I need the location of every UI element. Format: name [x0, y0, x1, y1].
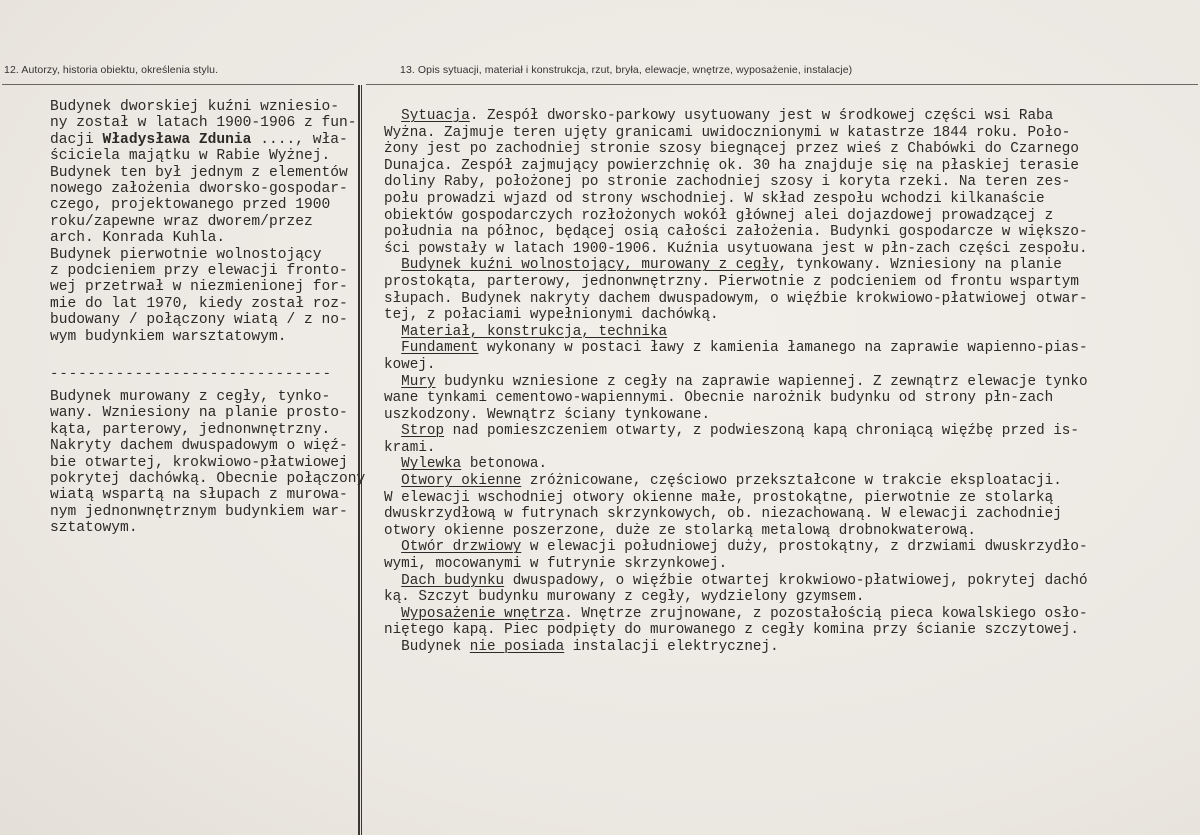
text-line: Budynek pierwotnie wolnostojący [50, 246, 322, 263]
text-line: wany. Wzniesiony na planie prosto- [50, 405, 348, 422]
heading-term: Dach budynku [401, 572, 505, 589]
text-line: Wyżna. Zajmuje teren ujęty granicami uwidocznionymi w katastrze 1844 roku. Poło- [384, 124, 1071, 141]
text-line: otwory okienne poszerzone, duże ze stolarką metalową drobnokwaterową. [384, 522, 976, 539]
founder-name: Władysława Zdunia [102, 131, 252, 148]
text-line: Strop nad pomieszczeniem otwarty, z podwieszoną kapą chroniącą więźbę przed is- [401, 423, 1079, 440]
text-line: nym jednonwnętrznym budynkiem war- [50, 503, 348, 520]
text-line: kowej. [384, 356, 436, 373]
text-line: nowego założenia dworsko-gospodar- [50, 181, 348, 198]
text-line: Budynek ten był jednym z elementów [50, 164, 348, 181]
text-line: słupach. Budynek nakryty dachem dwuspadowym, o więźbie krokwiowo-płatwiowej otwar- [384, 290, 1088, 307]
text-line: tej, z połaciami wypełnionymi dachówką. [384, 307, 719, 324]
text-line: Otwór drzwiowy w elewacji południowej duży, prostokątny, z drzwiami dwuskrzydło- [401, 539, 1088, 556]
text-line: kąta, parterowy, jednonwnętrzny. [50, 421, 331, 438]
section-12-header: 12. Autorzy, historia obiektu, określenia stylu. [4, 64, 219, 76]
heading-term: Strop [401, 423, 445, 440]
text-line: czego, projektowanego przed 1900 [50, 197, 331, 214]
text-line [384, 324, 1088, 341]
header-rule-right [366, 84, 1198, 85]
heading-term: Otwór drzwiowy [401, 539, 522, 556]
text-line: wymi, mocowanymi w futrynie skrzynkowej. [384, 556, 728, 573]
text-line: wiatą wspartą na słupach z murowa- [50, 487, 348, 504]
text-line: Budynek murowany z cegły, tynko- [50, 389, 331, 405]
text-line: krami. [384, 439, 436, 456]
heading-term: Sytuacja [401, 108, 470, 124]
heading-term: Budynek kuźni wolnostojący, murowany z cegły [401, 257, 779, 274]
heading-term: Wylewka [401, 456, 462, 473]
heading-term: nie posiada [469, 639, 565, 655]
section-13-header: 13. Opis sytuacji, materiał i konstrukcja, rzut, bryła, elewacje, wnętrze, wyposażenie, instalacje) [400, 64, 853, 76]
text-line: Wyposażenie wnętrza. Wnętrze zrujnowane, z pozostałością pieca kowalskiego osło- [401, 605, 1088, 622]
dashed-separator: ------------------------------ [50, 366, 333, 382]
text-line: Mury budynku wzniesione z cegły na zaprawie wapiennej. Z zewnątrz elewacje tynko [401, 373, 1088, 390]
heading-term: Wyposażenie wnętrza [401, 605, 565, 622]
text-line: dwuskrzydłową w futrynach skrzynkowych, ob. niezachowaną. W elewacji zachodniej [384, 506, 1062, 523]
detailed-description-text [384, 108, 1088, 656]
text-line: pokrytej dachówką. Obecnie połączony [50, 471, 366, 488]
text-line: doliny Raby, położonej po stronie zachodniej szosy i koryta rzeki. Na teren zes- [384, 174, 1071, 191]
text-line: Fundament wykonany w postaci ławy z kamienia łamanego na zaprawie wapienno-pias- [401, 340, 1088, 357]
text-line: Budynek nie posiada instalacji elektrycznej. [384, 639, 779, 655]
text-line: ści powstały w latach 1900-1906. Kuźnia usytuowana jest w płn-zach części zespołu. [384, 240, 1088, 257]
text-line: W elewacji wschodniej otwory okienne małe, prostokątne, pierwotnie ze stolarką [384, 489, 1054, 506]
text-line: Dach budynku dwuspadowy, o więźbie otwartej krokwiowo-płatwiowej, pokrytej dachó [401, 572, 1088, 589]
text-line: dacji Władysława Zdunia ...., wła- [50, 131, 348, 148]
text-line: południa na północ, będącej osią całości założenia. Budynki gospodarcze w większo- [384, 224, 1088, 241]
text-line: ściciela majątku w Rabie Wyżnej. [50, 148, 331, 165]
text-line: prostokąta, parterowy, jednonwnętrzny. Pierwotnie z podcieniem od frontu wspartym [384, 273, 1079, 290]
text-line: uszkodzony. Wewnątrz ściany tynkowane. [384, 406, 711, 423]
text-line: mie do lat 1970, kiedy został roz- [50, 295, 348, 312]
history-text [50, 99, 357, 345]
text-line: Nakryty dachem dwuspadowym o więź- [50, 438, 348, 455]
header-rule-left [2, 84, 354, 85]
text-line: arch. Konrada Kuhla. [50, 230, 226, 247]
text-line: Budynek dworskiej kuźni wzniesio- [50, 99, 340, 115]
text-line: połu prowadzi wjazd od strony wschodniej. W skład zespołu wchodzi kilkanaście [384, 190, 1045, 207]
text-line: budowany / połączony wiatą / z no- [50, 312, 348, 329]
description-summary-text [50, 389, 365, 537]
text-line: Dunajca. Zespół zajmujący powierzchnię ok. 30 ha znajduje się na płaskiej terasie [384, 157, 1079, 174]
text-line: niętego kapą. Piec podpięty do murowanego z cegły komina przy ścianie szczytowej. [384, 622, 1079, 639]
heading-term: Materiał, konstrukcja, technika [401, 323, 668, 340]
text-line: Otwory okienne zróżnicowane, częściowo przekształcone w trakcie eksploatacji. [401, 473, 1062, 490]
text-line: roku/zapewne wraz dworem/przez [50, 213, 313, 230]
text-line: bie otwartej, krokwiowo-płatwiowej [50, 454, 348, 471]
text-line: wej przetrwał w niezmienionej for- [50, 279, 348, 296]
text-line: Sytuacja. Zespół dworsko-parkowy usytuowany jest w środkowej części wsi Raba [401, 108, 1054, 124]
text-line: żony jest po zachodniej stronie szosy biegnącej przez wieś z Chabówki do Czarnego [384, 141, 1079, 158]
text-line: z podcieniem przy elewacji fronto- [50, 263, 348, 280]
heading-term: Fundament [401, 340, 479, 357]
text-line: obiektów gospodarczych rozłożonych wokół głównej alei dojazdowej prowadzącej z [384, 207, 1054, 224]
text-line: ny został w latach 1900-1906 z fun- [50, 115, 357, 132]
text-line: wane tynkami cementowo-wapiennymi. Obecnie narożnik budynku od strony płn-zach [384, 390, 1054, 407]
heading-term: Otwory okienne [401, 473, 522, 490]
text-line: Wylewka betonowa. [401, 456, 548, 473]
text-line: ką. Szczyt budynku murowany z cegły, wydzielony gzymsem. [384, 589, 865, 606]
text-line: wym budynkiem warsztatowym. [50, 328, 287, 345]
heading-term: Mury [401, 373, 436, 390]
text-line: Budynek kuźni wolnostojący, murowany z cegły, tynkowany. Wzniesiony na planie [401, 257, 1062, 274]
text-line: sztatowym. [50, 520, 138, 537]
